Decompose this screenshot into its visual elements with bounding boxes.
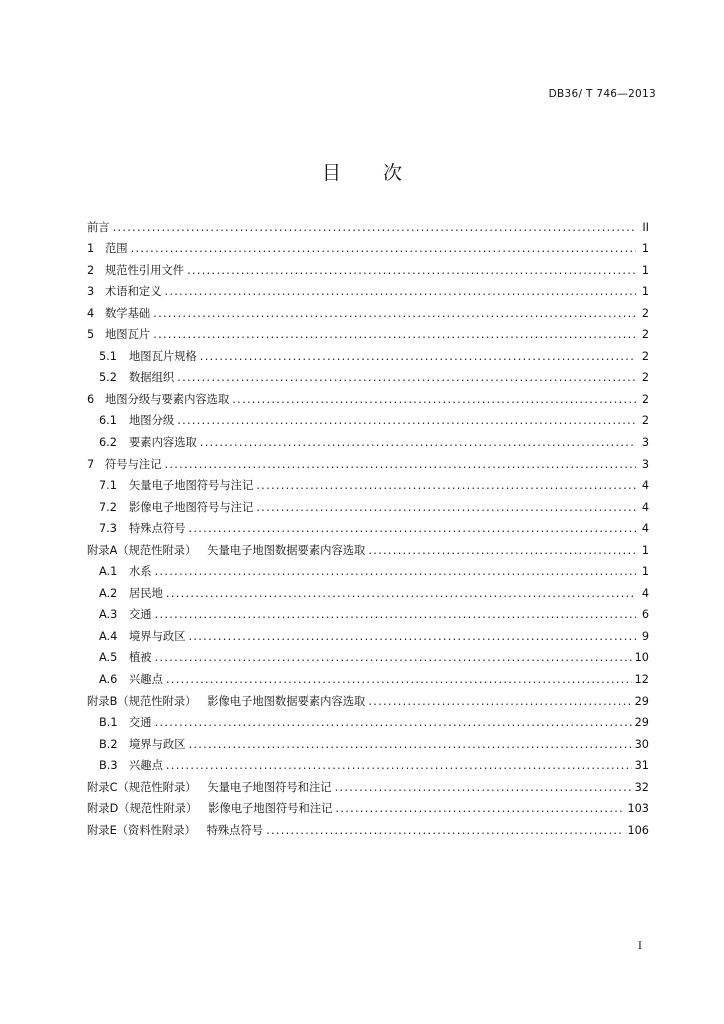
toc-entry[interactable]	[87, 730, 649, 752]
table-of-contents	[87, 213, 649, 838]
toc-entry-title: 前言	[87, 220, 110, 234]
toc-entry-number: 6	[87, 392, 95, 406]
toc-entry-number: A.5	[99, 651, 118, 665]
dot-leader	[166, 759, 632, 773]
dot-leader	[113, 221, 636, 235]
toc-entry-title: 附录C（规范性附录） 矢量电子地图符号和注记	[87, 780, 332, 794]
toc-entry[interactable]	[87, 321, 649, 343]
toc-entry-page: 31	[634, 759, 649, 773]
dot-leader	[166, 587, 636, 601]
toc-entry-number: 5	[87, 328, 95, 342]
toc-entry[interactable]	[87, 773, 649, 795]
toc-entry-number: 6.2	[99, 436, 117, 450]
toc-entry-number: 1	[87, 242, 95, 256]
page-title: 目 次	[321, 162, 421, 184]
dot-leader	[155, 716, 632, 730]
toc-entry[interactable]	[87, 644, 649, 666]
toc-entry[interactable]	[87, 278, 649, 300]
toc-entry-title: 规范性引用文件	[105, 263, 185, 277]
toc-entry-page: 2	[641, 328, 649, 342]
toc-entry-number: 6.1	[99, 414, 117, 428]
toc-entry-title: 境界与政区	[129, 629, 186, 643]
dot-leader	[131, 242, 636, 256]
toc-entry[interactable]	[87, 299, 649, 321]
toc-entry-page: 30	[634, 737, 649, 751]
toc-entry-page: 103	[627, 802, 649, 816]
toc-entry[interactable]	[87, 515, 649, 537]
toc-entry[interactable]	[87, 342, 649, 364]
toc-entry-number: 5.1	[99, 349, 117, 363]
toc-entry-title: 地图分级与要素内容选取	[105, 392, 230, 406]
dot-leader	[200, 350, 636, 364]
toc-entry-page: 2	[641, 414, 649, 428]
toc-entry[interactable]	[87, 601, 649, 623]
toc-entry-number: 7	[87, 457, 95, 471]
toc-entry-page: 2	[641, 392, 649, 406]
toc-entry[interactable]	[87, 407, 649, 429]
toc-entry-title: 数据组织	[129, 371, 175, 385]
toc-entry[interactable]	[87, 558, 649, 580]
toc-entry-page: 1	[641, 565, 649, 579]
toc-entry[interactable]	[87, 428, 649, 450]
toc-entry-title: 术语和定义	[105, 285, 162, 299]
toc-entry-title: 范围	[105, 242, 128, 256]
dot-leader	[187, 264, 636, 278]
toc-entry[interactable]	[87, 256, 649, 278]
toc-entry-number: 7.1	[99, 479, 117, 493]
toc-entry-title: 附录B（规范性附录） 影像电子地图数据要素内容选取	[87, 694, 366, 708]
toc-entry[interactable]	[87, 472, 649, 494]
toc-entry-number: A.3	[99, 608, 118, 622]
toc-entry-title: 地图瓦片	[105, 328, 151, 342]
toc-entry-title: 特殊点符号	[129, 522, 186, 536]
toc-entry-number: A.1	[99, 565, 118, 579]
toc-entry-page: 1	[641, 543, 649, 557]
toc-entry-page: 2	[641, 371, 649, 385]
toc-entry[interactable]	[87, 579, 649, 601]
dot-leader	[266, 824, 624, 838]
toc-entry-page: 10	[634, 651, 649, 665]
toc-entry[interactable]	[87, 493, 649, 515]
toc-entry[interactable]	[87, 364, 649, 386]
toc-entry[interactable]	[87, 752, 649, 774]
toc-entry-page: 9	[641, 629, 649, 643]
toc-entry-title: 交通	[129, 716, 152, 730]
toc-entry-page: 3	[641, 436, 649, 450]
toc-entry-title: 水系	[129, 565, 152, 579]
toc-entry-page: 2	[641, 349, 649, 363]
toc-entry[interactable]	[87, 816, 649, 838]
toc-entry-page: 1	[641, 242, 649, 256]
toc-entry-page: 29	[634, 716, 649, 730]
toc-entry-page: 1	[641, 263, 649, 277]
toc-entry-page: 4	[641, 500, 649, 514]
toc-entry-number: B.2	[99, 737, 118, 751]
dot-leader	[153, 307, 636, 321]
toc-entry-page: 32	[634, 780, 649, 794]
toc-entry-number: B.3	[99, 759, 118, 773]
dot-leader	[153, 328, 636, 342]
toc-entry-number: A.2	[99, 586, 118, 600]
toc-entry-title: 植被	[129, 651, 152, 665]
toc-entry-title: 附录D（规范性附录） 影像电子地图符号和注记	[87, 802, 333, 816]
toc-entry-page: 29	[634, 694, 649, 708]
toc-entry[interactable]	[87, 235, 649, 257]
toc-entry[interactable]	[87, 450, 649, 472]
toc-entry-title: 境界与政区	[129, 737, 186, 751]
dot-leader	[189, 738, 632, 752]
toc-entry-title: 符号与注记	[105, 457, 162, 471]
toc-entry-page: 6	[641, 608, 649, 622]
toc-entry-number: 5.2	[99, 371, 117, 385]
toc-entry-number: 7.3	[99, 522, 117, 536]
toc-entry-page: 2	[641, 306, 649, 320]
toc-entry[interactable]	[87, 385, 649, 407]
dot-leader	[166, 673, 632, 687]
dot-leader	[165, 458, 637, 472]
toc-entry[interactable]	[87, 213, 649, 235]
toc-entry-number: 3	[87, 285, 95, 299]
toc-entry-title: 居民地	[129, 586, 163, 600]
dot-leader	[165, 285, 637, 299]
page-number: I	[637, 940, 642, 952]
toc-entry-number: A.6	[99, 673, 118, 687]
toc-entry-page: 4	[641, 522, 649, 536]
toc-entry-title: 地图分级	[129, 414, 175, 428]
dot-leader	[256, 479, 636, 493]
toc-entry-title: 影像电子地图符号与注记	[129, 500, 254, 514]
dot-leader	[177, 414, 636, 428]
toc-entry-page: II	[642, 220, 649, 234]
dot-leader	[200, 436, 636, 450]
dot-leader	[189, 522, 637, 536]
dot-leader	[256, 501, 636, 515]
dot-leader	[368, 544, 636, 558]
dot-leader	[189, 630, 637, 644]
dot-leader	[368, 695, 631, 709]
dot-leader	[232, 393, 636, 407]
toc-entry[interactable]	[87, 795, 649, 817]
toc-entry-page: 12	[634, 673, 649, 687]
toc-entry[interactable]	[87, 709, 649, 731]
toc-entry-title: 要素内容选取	[129, 436, 197, 450]
dot-leader	[155, 651, 632, 665]
dot-leader	[335, 802, 624, 816]
toc-entry[interactable]	[87, 622, 649, 644]
toc-entry-number: A.4	[99, 629, 118, 643]
dot-leader	[155, 565, 636, 579]
toc-entry-number: 7.2	[99, 500, 117, 514]
toc-entry-page: 4	[641, 479, 649, 493]
toc-entry-number: B.1	[99, 716, 118, 730]
toc-entry[interactable]	[87, 665, 649, 687]
toc-entry[interactable]	[87, 536, 649, 558]
toc-entry-page: 4	[641, 586, 649, 600]
dot-leader	[155, 608, 636, 622]
toc-entry-title: 矢量电子地图符号与注记	[129, 479, 254, 493]
toc-entry-title: 附录E（资料性附录） 特殊点符号	[87, 823, 264, 837]
toc-entry-title: 兴趣点	[129, 673, 163, 687]
toc-entry-title: 附录A（规范性附录） 矢量电子地图数据要素内容选取	[87, 543, 366, 557]
toc-entry-page: 1	[641, 285, 649, 299]
toc-entry-page: 106	[627, 823, 649, 837]
toc-entry-page: 3	[641, 457, 649, 471]
toc-entry-title: 兴趣点	[129, 759, 163, 773]
toc-entry-number: 4	[87, 306, 95, 320]
dot-leader	[335, 781, 632, 795]
dot-leader	[177, 371, 636, 385]
standard-code: DB36/ T 746—2013	[548, 88, 656, 100]
toc-entry-number: 2	[87, 263, 95, 277]
toc-entry-title: 地图瓦片规格	[129, 349, 197, 363]
toc-entry[interactable]	[87, 687, 649, 709]
toc-entry-title: 交通	[129, 608, 152, 622]
toc-entry-title: 数学基础	[105, 306, 151, 320]
